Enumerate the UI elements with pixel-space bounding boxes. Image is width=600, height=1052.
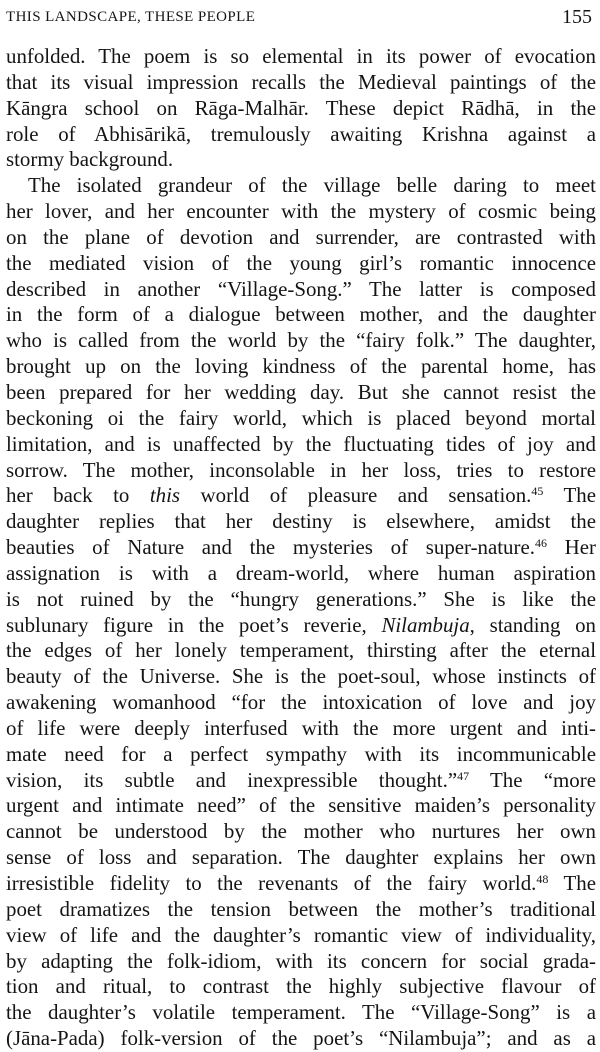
text-line: cannot be understood by the mother who nurtures her own (6, 819, 596, 844)
text-line: daughter replies that her destiny is elsewhere, amidst the (6, 509, 596, 534)
text-line: who is called from the world by the “fairy folk.” The daughter, (6, 328, 596, 353)
text-segment: her back to (6, 483, 130, 508)
text-line: tion and ritual, to contrast the highly subjective flavour of (6, 974, 596, 999)
text-segment: Her (564, 535, 596, 560)
text-line: the mediated vision of the young girl’s romantic innocence (6, 250, 596, 275)
text-line: by adapting the folk-idiom, with its concern for social grada- (6, 948, 596, 973)
emphasis-nilambuja: Nilambuja (381, 612, 470, 637)
text-line: in the form of a dialogue between mother, and the daughter (6, 302, 596, 327)
text-line: of life were deeply interfused with the more urgent and inti- (6, 715, 596, 740)
emphasis-this: this (149, 483, 181, 508)
text-line: the daughter’s volatile temperament. The “Village-Song” is a (6, 1000, 596, 1025)
text-line: the edges of her lonely temperament, thirsting after the eternal (6, 638, 596, 663)
text-line: The isolated grandeur of the village belle daring to meet (28, 173, 596, 198)
book-page (6, 0, 596, 1051)
text-line: been prepared for her wedding day. But she cannot resist the (6, 379, 596, 404)
text-line: mate need for a perfect sympathy with its incommunicable (6, 741, 596, 766)
text-line: unfolded. The poem is so elemental in its power of evocation (6, 44, 596, 68)
text-segment: beauties of Nature and the mysteries of super-nature. (6, 535, 535, 560)
text-segment: world of pleasure and sensation. (200, 483, 532, 508)
text-segment: , standing on (469, 612, 596, 637)
text-line: (Jāna-Pada) folk-version of the poet’s “Nilambuja”; and as a (6, 1026, 596, 1051)
text-line: poet dramatizes the tension between the mother’s traditional (6, 896, 596, 921)
text-segment: vision, its subtle and inexpressible thought.” (6, 767, 458, 792)
running-head (6, 6, 596, 30)
text-line: limitation, and is unaffected by the fluctuating tides of joy and (6, 431, 596, 456)
text-line: brought up on the loving kindness of the parental home, has (6, 354, 596, 379)
text-segment: The (563, 483, 596, 508)
text-line: assignation is with a dream-world, where human aspiration (6, 560, 596, 585)
text-segment: sublunary figure in the poet’s reverie, (6, 612, 367, 637)
text-line: is not ruined by the “hungry generations.” She is like the (6, 586, 596, 611)
text-segment: The “more (490, 767, 596, 792)
text-line: beauty of the Universe. She is the poet-soul, whose instincts of (6, 664, 596, 689)
text-line: awakening womanhood “for the intoxication of love and joy (6, 690, 596, 715)
text-segment: The (563, 871, 596, 895)
footnote-ref-47: 47 (457, 768, 470, 783)
text-line: view of life and the daughter’s romantic view of individuality, (6, 922, 596, 947)
text-line (6, 483, 596, 509)
text-line: urgent and intimate need” of the sensitive maiden’s personality (6, 793, 596, 818)
text-line: Kāngra school on Rāga-Malhār. These depict Rādhā, in the (6, 95, 596, 120)
text-line (6, 768, 596, 794)
text-line: described in another “Village-Song.” The latter is composed (6, 276, 596, 301)
text-line: beckoning oi the fairy world, which is placed beyond mortal (6, 405, 596, 430)
text-line (6, 871, 596, 897)
page-number: 155 (562, 6, 592, 28)
text-line: her lover, and her encounter with the mystery of cosmic being (6, 199, 596, 224)
footnote-ref-46: 46 (534, 536, 547, 551)
text-line: role of Abhisārikā, tremulously awaiting Krishna against a (6, 121, 596, 146)
text-line: sorrow. The mother, inconsolable in her loss, tries to restore (6, 457, 596, 482)
text-line: that its visual impression recalls the Medieval paintings of the (6, 69, 596, 94)
text-line (6, 613, 596, 639)
text-segment: irresistible fidelity to the revenants of the fairy world. (6, 871, 537, 895)
running-title: THIS LANDSCAPE, THESE PEOPLE (6, 9, 256, 25)
footnote-ref-45: 45 (531, 484, 544, 499)
body-text (6, 44, 596, 1052)
text-line: sense of loss and separation. The daughter explains her own (6, 845, 596, 870)
text-line (6, 535, 596, 561)
text-line: on the plane of devotion and surrender, are contrasted with (6, 224, 596, 249)
text-line: stormy background. (6, 147, 174, 172)
footnote-ref-48: 48 (536, 872, 549, 886)
